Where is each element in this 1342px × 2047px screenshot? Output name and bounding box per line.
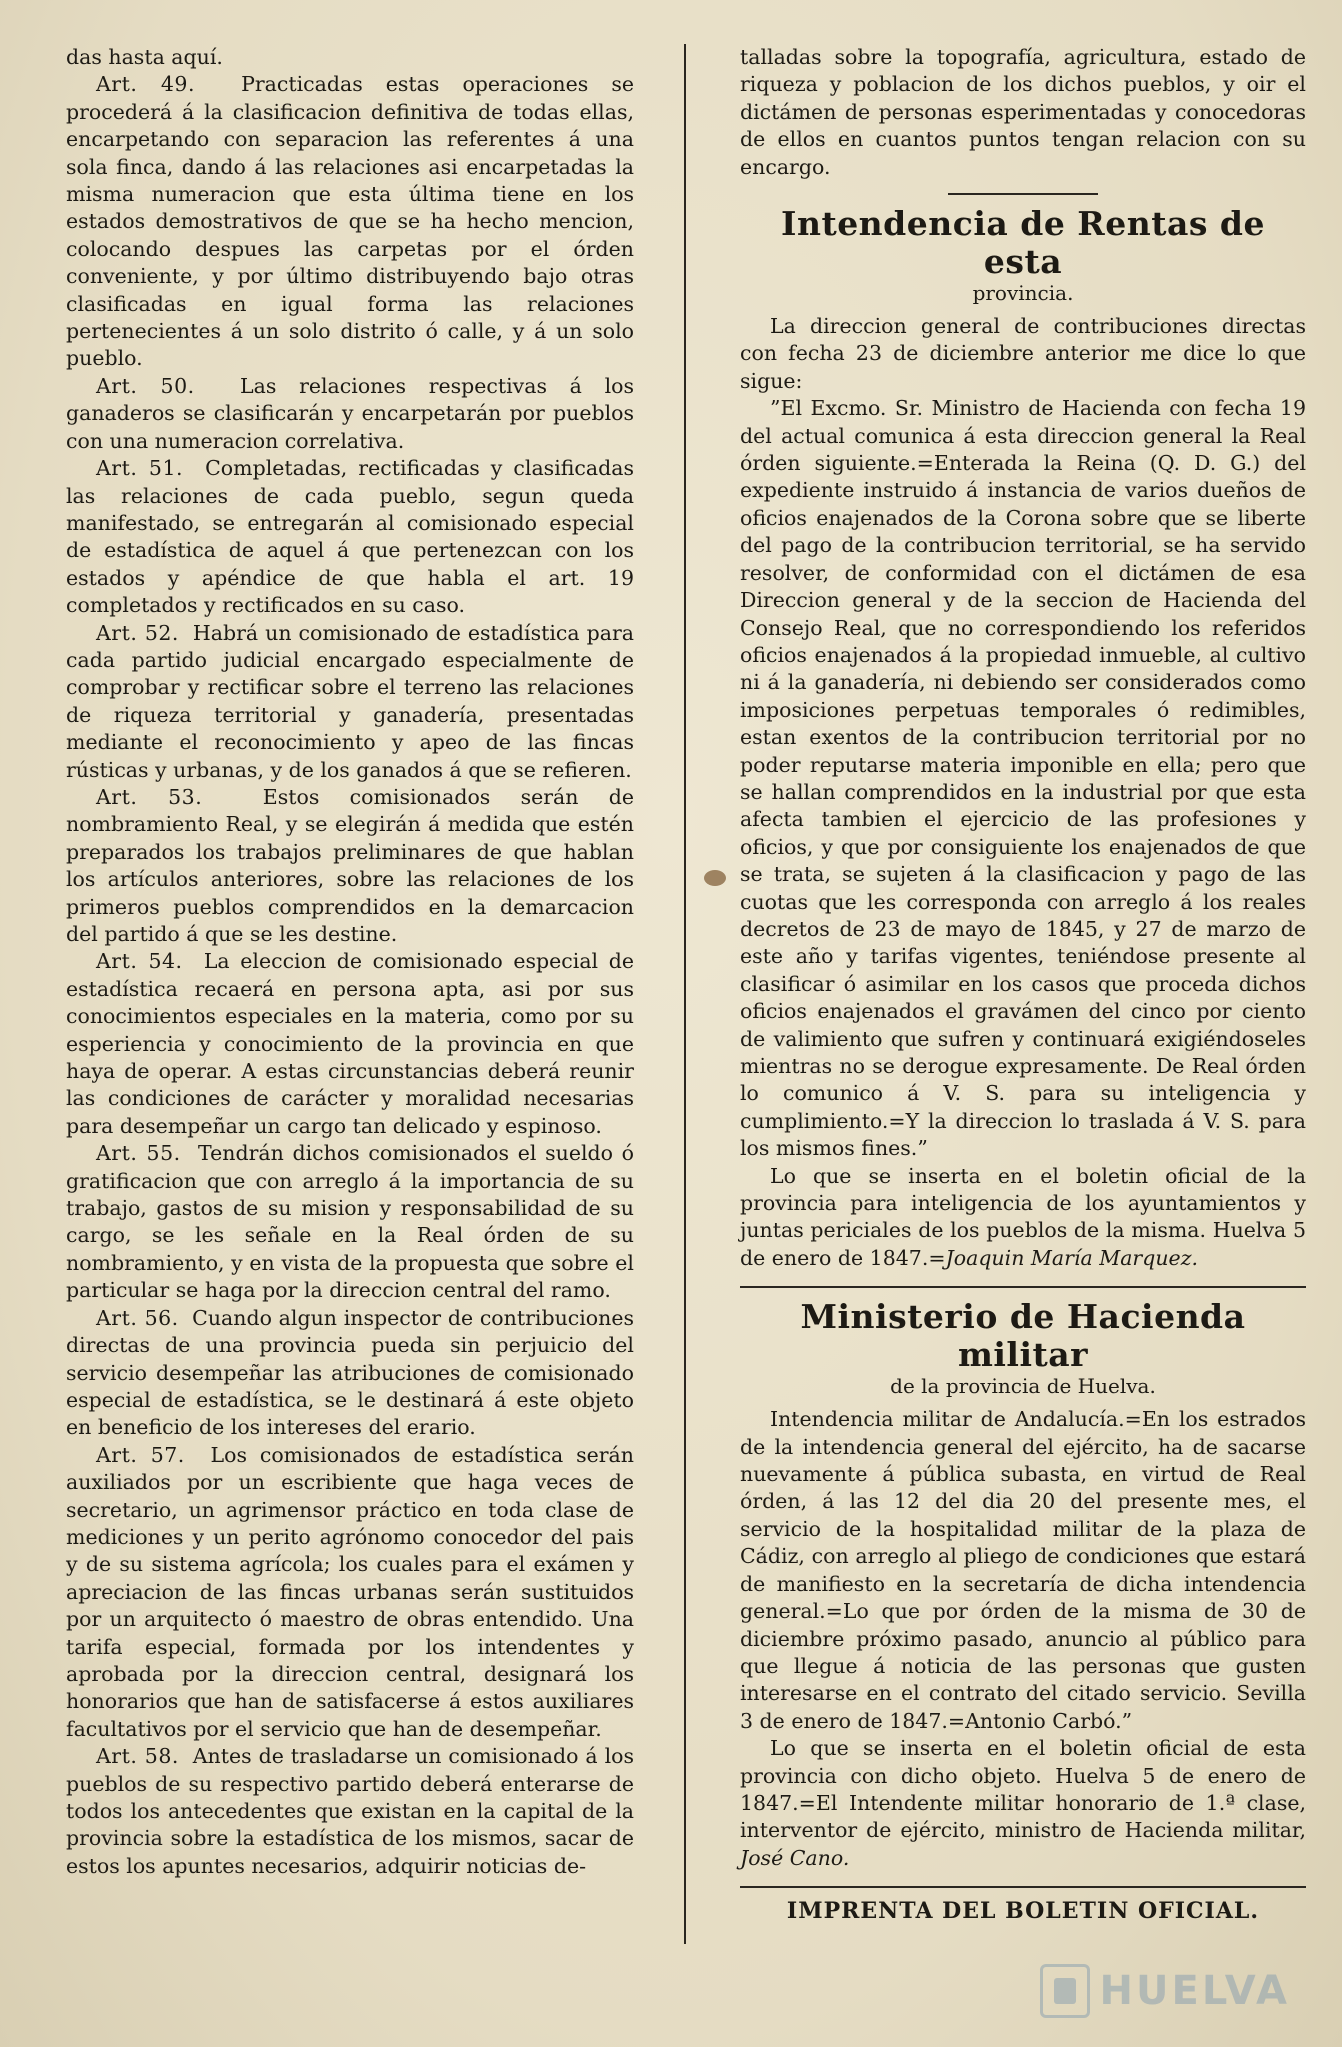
- article-text: La eleccion de comisionado especial de estadística recaerá en persona apta, asi por sus conocimientos especiales en la materia, como por su esperiencia y conocimiento de la provincia en que haya de operar. A estas circunstancias deberá reunir las condiciones de carácter y moralidad necesarias para desempeñar un cargo tan delicado y espinoso.: [66, 949, 634, 1138]
- intendencia-signature: Joaquin María Marquez.: [945, 1245, 1199, 1270]
- article-paragraph: [66, 620, 634, 784]
- intendencia-closing-text: Lo que se inserta en el boletin oficial de la provincia para inteligencia de los ayuntamientos y juntas periciales de los pueblos de la misma. Huelva 5 de enero de 1847.=: [740, 1163, 1306, 1270]
- intendencia-closing: [740, 1163, 1306, 1273]
- article-text: Practicadas estas operaciones se procederá á la clasificacion definitiva de todas ellas, encarpetando con separacion las referentes á una sola finca, dando á las relaciones asi encarpetadas la misma numeracion que esta última tiene en los estados demostrativos de que se ha hecho mencion, colocando despues las carpetas por el órden conveniente, y por último distribuyendo bajo otras clasificadas en igual forma las relaciones pertenecientes á un solo distrito ó calle, y á un solo pueblo.: [66, 72, 634, 371]
- article-paragraph: [66, 1305, 634, 1442]
- article-number: Art. 54.: [96, 949, 183, 974]
- article-paragraph: [66, 1442, 634, 1743]
- article-text: Los comisionados de estadística serán auxiliados por un escribiente que haga veces de secretario, un agrimensor práctico en toda clase de mediciones y un perito agrónomo conocedor del pais y de su sistema agrícola; los cuales para el exámen y apreciacion de las fincas urbanas serán sustituidos por un arquitecto ó maestro de obras entendido. Una tarifa especial, formada por los intendentes y aprobada por la direccion central, designará los honorarios que han de satisfacerse á estos auxiliares facultativos por el servicio que han de desempeñar.: [66, 1442, 634, 1741]
- article-text: Estos comisionados serán de nombramiento Real, y se elegirán á medida que estén preparados los trabajos preliminares de que hablan los artículos anteriores, sobre las relaciones de los primeros pueblos comprendidos en la demarcacion del partido á que se les destine.: [66, 784, 634, 946]
- continuation-text-right: talladas sobre la topografía, agricultura, estado de riqueza y poblacion de los dichos pueblos, y oir el dictámen de personas esperimentadas y conocedoras de ellos en cuantos puntos tengan relacion con su encargo.: [740, 45, 1306, 179]
- article-number: Art. 57.: [96, 1442, 185, 1467]
- ministerio-closing-text: Lo que se inserta en el boletin oficial de esta provincia con dicho objeto. Huelva 5 de enero de 1847.=El Intendente militar honorario de 1.ª clase, interventor de ejército, ministro de Hacienda militar,: [740, 1736, 1306, 1843]
- column-divider: [684, 44, 686, 1944]
- article-number: Art. 58.: [96, 1744, 179, 1769]
- article-paragraph: [66, 455, 634, 619]
- article-text: Las relaciones respectivas á los ganaderos se clasificarán y encarpetarán por pueblos con una numeracion correlativa.: [66, 373, 635, 453]
- article-paragraph: [66, 1743, 634, 1880]
- imprint-line: IMPRENTA DEL BOLETIN OFICIAL.: [786, 1897, 1260, 1924]
- intendencia-intro: La direccion general de contribuciones directas con fecha 23 de diciembre anterior me dice lo que sigue:: [740, 314, 1306, 393]
- section-subtitle-ministerio: de la provincia de Huelva.: [890, 1374, 1156, 1399]
- article-number: Art. 50.: [96, 373, 195, 398]
- ministerio-closing: [740, 1735, 1306, 1872]
- article-number: Art. 49.: [96, 72, 195, 97]
- article-text: Completadas, rectificadas y clasificadas las relaciones de cada pueblo, segun queda manifestado, se entregarán al comisionado especial de estadística de aquel á que pertenezcan con los estados y apéndice de que habla el art. 19 completados y rectificados en su caso.: [66, 456, 634, 618]
- article-paragraph: [66, 373, 634, 455]
- article-number: Art. 55.: [96, 1141, 181, 1166]
- huelva-watermark: [1040, 1965, 1290, 2017]
- section-title-intendencia: Intendencia de Rentas de esta: [781, 204, 1265, 282]
- watermark-logo-icon: [1040, 1964, 1090, 2018]
- watermark-text: HUELVA: [1099, 1968, 1290, 2014]
- article-number: Art. 52.: [96, 620, 179, 645]
- article-number: Art. 53.: [96, 784, 203, 809]
- article-paragraph: [66, 71, 634, 372]
- article-number: Art. 51.: [96, 456, 184, 481]
- article-paragraph: [66, 948, 634, 1140]
- article-paragraph: [66, 1140, 634, 1304]
- ministerio-signature: José Cano.: [740, 1845, 850, 1870]
- article-text: Tendrán dichos comisionados el sueldo ó gratificacion que con arreglo á la importancia de su trabajo, gastos de su mision y responsabilidad de su cargo, se les señale en la Real órden de su nombramiento, y en vista de la propuesta que sobre el particular se haga por la direccion central del ramo.: [66, 1141, 634, 1303]
- section-title-ministerio: Ministerio de Hacienda militar: [800, 1297, 1246, 1375]
- article-number: Art. 56.: [96, 1305, 179, 1330]
- section-subtitle-intendencia: provincia.: [972, 281, 1074, 306]
- section-rule: [948, 193, 1098, 195]
- left-column: [66, 44, 634, 1880]
- article-text: Antes de trasladarse un comisionado á los pueblos de su respectivo partido deberá enterarse de todos los antecedentes que existan en la capital de la provincia sobre la estadística de los mismos, sacar de estos los apuntes necesarios, adquirir noticias de-: [66, 1744, 634, 1878]
- article-text: Habrá un comisionado de estadística para cada partido judicial encargado especialmente de comprobar y rectificar sobre el terreno las relaciones de riqueza territorial y ganadería, presentadas mediante el reconocimiento y apeo de las fincas rústicas y urbanas, y de los ganados á que se refieren.: [66, 620, 634, 782]
- continuation-text: das hasta aquí.: [66, 45, 223, 69]
- article-text: Cuando algun inspector de contribuciones directas de una provincia pueda sin perjuicio del servicio desempeñar las atribuciones de comisionado especial de estadística, se le destinará á este objeto en beneficio de los intereses del erario.: [66, 1305, 635, 1440]
- articles-list: [66, 71, 634, 1880]
- intendencia-quote: ”El Excmo. Sr. Ministro de Hacienda con fecha 19 del actual comunica á esta direccion general la Real órden siguiente.=Enterada la Reina (Q. D. G.) del expediente instruido á instancia de varios dueños de oficios enajenados de la Corona sobre que se liberte del pago de la contribucion territorial, se ha servido resolver, de conformidad con el dictámen de esa Direccion general y de la seccion de Hacienda del Consejo Real, que no correspondiendo los referidos oficios enajenados á la propiedad inmueble, al cultivo ni á la ganadería, ni debiendo ser considerados como imposiciones perpetuas temporales ó redimibles, estan exentos de la contribucion territorial por no poder reputarse materia imponible en ella; pero que se hallan comprendidos en la industrial por que esta afecta tambien el ejercicio de las profesiones y oficios, y que por consiguiente los enajenados de que se trata, se sujeten á la clasificacion y pago de las cuotas que les corresponda con arreglo á los reales decretos de 23 de mayo de 1845, y 27 de marzo de este año y tarifas vigentes, teniéndose presente al clasificar ó asimilar en los casos que proceda dichos oficios enajenados el gravámen del cinco por ciento de valimiento que sufren y continuará exigiéndoseles mientras no se derogue expresamente. De Real órden lo comunico á V. S. para su inteligencia y cumplimiento.=Y la direccion lo traslada á V. S. para los mismos fines.”: [740, 396, 1306, 1161]
- right-column: [740, 44, 1306, 1925]
- ministerio-body: Intendencia militar de Andalucía.=En los estrados de la intendencia general del ejército, ha de sacarse nuevamente á pública subasta, en virtud de Real órden, á las 12 del dia 20 del presente mes, el servicio de la hospitalidad militar de la plaza de Cádiz, con arreglo al pliego de condiciones que estará de manifiesto en la secretaría de dicha intendencia general.=Lo que por órden de la misma de 30 de diciembre próximo pasado, anuncio al público para que llegue á noticia de las personas que gusten interesarse en el contrato del citado servicio. Sevilla 3 de enero de 1847.=Antonio Carbó.”: [740, 1407, 1306, 1733]
- section-rule-long: [740, 1286, 1306, 1288]
- imprint-rule: [740, 1886, 1306, 1888]
- ink-stain: [704, 870, 726, 886]
- article-paragraph: [66, 784, 634, 948]
